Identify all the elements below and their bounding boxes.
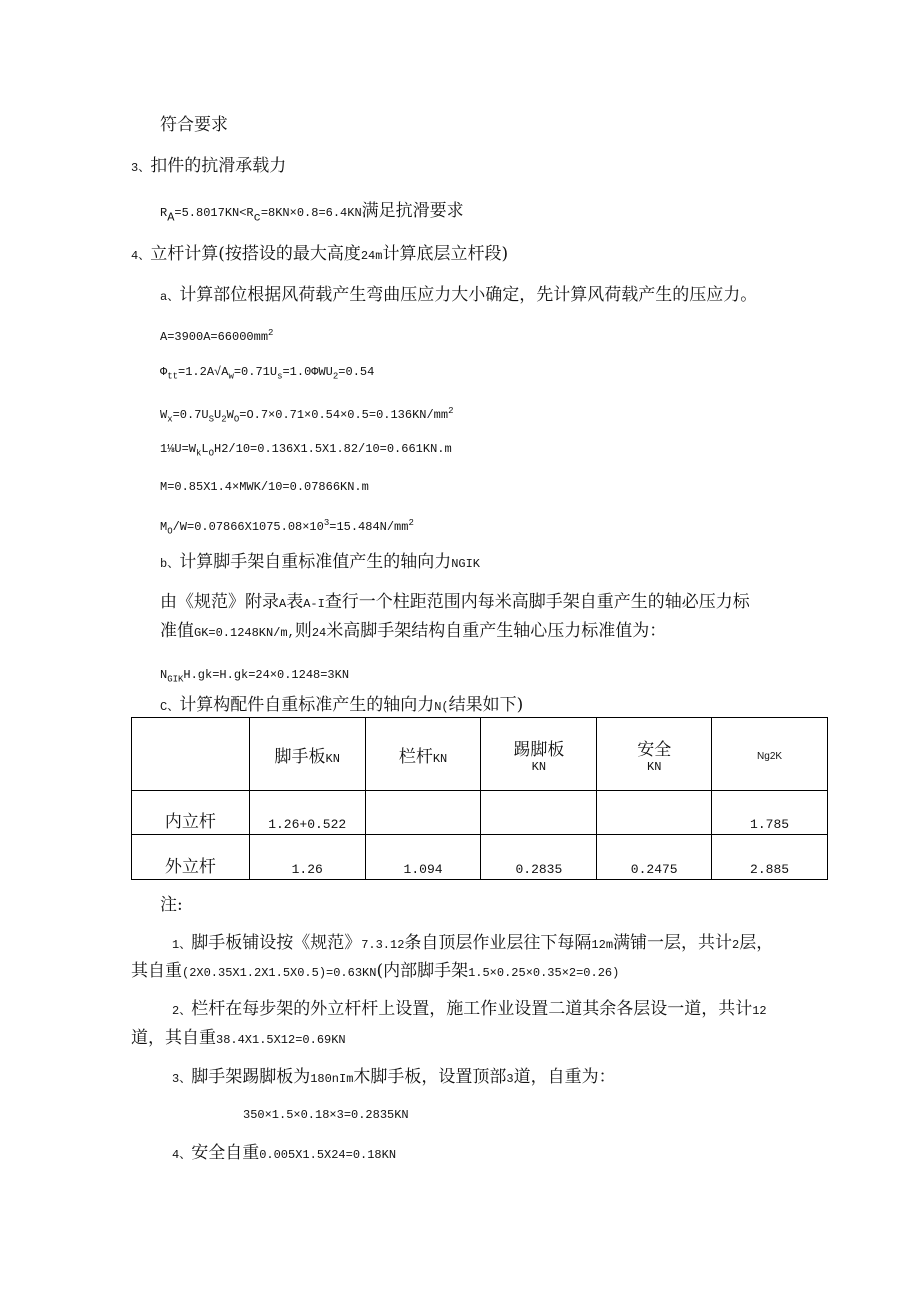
text: 其自重 — [131, 961, 182, 981]
formula-part: W — [226, 408, 234, 422]
header-label: 脚手板 — [274, 746, 326, 767]
text-line — [160, 620, 666, 644]
text: 米高脚手架结构自重产生轴心压力标准值为： — [326, 621, 667, 641]
header-unit: KN — [325, 751, 340, 766]
subscript: x — [167, 414, 173, 425]
table-cell: 1.785 — [712, 791, 828, 835]
formula-part: =0.54 — [338, 365, 375, 379]
table-header-row — [132, 718, 828, 791]
superscript: 2 — [448, 406, 454, 416]
text: 由《规范》附录 — [160, 592, 279, 612]
formula-part: =15.484N/mm — [329, 520, 409, 534]
text: 查行一个柱距范围内每米高脚手架自重产生的轴必压力标 — [324, 592, 750, 612]
superscript: 3 — [323, 518, 330, 528]
text: 结果如下) — [448, 695, 524, 715]
table-cell: 1.094 — [365, 835, 481, 880]
formula-part: R — [160, 206, 168, 220]
table-cell — [365, 791, 481, 835]
formula-part: =O.7×0.71×0.54×0.5=0.136KN/mm — [239, 408, 449, 422]
table-header-cell — [132, 718, 250, 791]
note-item — [172, 1142, 396, 1166]
note-item-continued — [131, 1027, 346, 1051]
subscript: O — [208, 448, 215, 459]
text: 脚手架踢脚板为 — [191, 1067, 311, 1087]
text: 道，自重为： — [513, 1067, 616, 1087]
table-header-cell — [365, 718, 481, 791]
formula-line — [160, 476, 369, 498]
subscript: O — [233, 414, 240, 425]
text: 2 — [732, 938, 740, 952]
formula-part: L — [201, 442, 209, 456]
text: 层， — [739, 933, 774, 953]
subscript: c — [253, 210, 261, 225]
text: (2X0.35X1.2X1.5X0.5)=0.63KN — [182, 966, 377, 980]
formula-part: M=0.85X1.4×MWK/10=0.07866KN.m — [160, 480, 369, 494]
text: GK=0.1248KN/m, — [194, 626, 295, 640]
section-title: 扣件的抗滑承载力 — [150, 156, 287, 176]
formula-part: Φ — [160, 365, 168, 379]
formula-line — [160, 664, 349, 690]
formula-part: N — [160, 668, 168, 682]
subscript: s — [277, 371, 283, 382]
text: NGIK — [451, 557, 481, 571]
text: 计算部位根据风荷载产生弯曲压应力大小确定，先计算风荷载产生的压应力。 — [179, 285, 758, 305]
subscript: 2 — [332, 371, 339, 382]
item-label: C、 — [160, 700, 180, 714]
formula-line — [160, 200, 464, 228]
text: A-I — [303, 597, 325, 611]
header-unit: KN — [531, 759, 547, 774]
text: 24m — [360, 249, 383, 263]
formula-part: H.gk=H.gk=24×0.1248=3KN — [183, 668, 350, 682]
text: 计算构配件自重标准产生的轴向力 — [179, 695, 435, 715]
text-line — [160, 591, 750, 615]
formula-part: =1.0ΦWU — [282, 365, 333, 379]
text: 0.005X1.5X24=0.18KN — [259, 1148, 397, 1162]
formula-part: M — [160, 520, 168, 534]
note-item-continued — [131, 960, 619, 984]
formula-part: 1⅛U=W — [160, 442, 197, 456]
note-number: 1、 — [172, 938, 192, 952]
subscript: S — [208, 414, 215, 425]
subscript: O — [167, 526, 173, 537]
text: 计算底层立杆段) — [382, 244, 509, 264]
table-cell: 2.885 — [712, 835, 828, 880]
note-item — [172, 998, 767, 1022]
item-label: a、 — [160, 290, 180, 304]
notes-title — [160, 894, 183, 916]
note-number: 3、 — [172, 1072, 192, 1086]
formula-part: =0.71U — [233, 365, 278, 379]
section-number: 3、 — [131, 161, 151, 175]
formula-line — [243, 1104, 409, 1126]
text: 满足抗滑要求 — [361, 201, 464, 221]
text: 满铺一层，共计 — [613, 933, 733, 953]
text: A — [279, 597, 287, 611]
subscript: k — [196, 448, 202, 459]
text-line — [160, 551, 480, 575]
header-unit: Ng2K — [757, 751, 783, 762]
table-cell: 0.2835 — [481, 835, 597, 880]
section-heading — [131, 155, 286, 179]
formula-part: =1.2A√A — [178, 365, 229, 379]
text: 计算脚手架自重标准值产生的轴向力 — [179, 552, 452, 572]
table-row — [132, 791, 828, 835]
table-cell — [597, 791, 712, 835]
note-number: 4、 — [172, 1148, 192, 1162]
formula-part: U — [214, 408, 222, 422]
text: 栏杆在每步架的外立杆杆上设置，施工作业设置二道其余各层设一道，共计 — [191, 999, 753, 1019]
formula-part: A=3900A=66000mm — [160, 330, 269, 344]
formula-part: =0.7U — [172, 408, 209, 422]
formula-line — [160, 400, 454, 430]
text: 木脚手板，设置顶部 — [353, 1067, 507, 1087]
formula-line — [160, 512, 414, 542]
superscript: 2 — [268, 328, 274, 338]
text: 12 — [752, 1004, 767, 1018]
subscript: A — [167, 210, 175, 225]
subscript: tt — [167, 371, 179, 382]
text: 1.5×0.25×0.35×2=0.26) — [468, 966, 620, 980]
table-cell: 1.26 — [249, 835, 365, 880]
text: 立杆计算(按搭设的最大高度 — [150, 244, 361, 264]
note-number: 2、 — [172, 1004, 192, 1018]
text: 道，其自重 — [131, 1028, 216, 1048]
text: 24 — [311, 626, 327, 640]
header-unit: KN — [432, 751, 448, 766]
table-header-cell — [597, 718, 712, 791]
table-cell — [481, 791, 597, 835]
table-cell: 0.2475 — [597, 835, 712, 880]
formula-part: W — [160, 408, 168, 422]
text: 3 — [506, 1072, 514, 1086]
row-label: 内立杆 — [164, 812, 216, 832]
text: 安全自重 — [191, 1143, 260, 1163]
text: N( — [434, 700, 449, 714]
text: (内部脚手架 — [376, 961, 469, 981]
header-label: 栏杆 — [398, 746, 433, 767]
table-row — [132, 835, 828, 880]
subscript: GIK — [167, 674, 184, 685]
text-line — [160, 284, 757, 308]
text-line — [160, 694, 523, 718]
note-item — [172, 1066, 616, 1090]
formula-part: 350×1.5×0.18×3=0.2835KN — [243, 1108, 409, 1122]
text: 注: — [160, 895, 183, 915]
formula-part: /W=0.07866X1075.08×10 — [172, 520, 324, 534]
header-unit: KN — [647, 759, 662, 774]
row-label-cell — [132, 835, 250, 880]
text-line — [160, 114, 228, 136]
header-label: 安全 — [637, 739, 672, 760]
section-heading — [131, 243, 508, 267]
formula-part: H2/10=0.136X1.5X1.82/10=0.661KN.m — [214, 442, 452, 456]
note-item — [172, 932, 773, 956]
text: 7.3.12 — [361, 938, 405, 952]
formula-line — [160, 322, 273, 348]
superscript: 2 — [408, 518, 414, 528]
table-header-cell — [712, 718, 828, 791]
table-cell: 1.26+0.522 — [249, 791, 365, 835]
text: 12m — [591, 938, 614, 952]
subscript: 2 — [221, 414, 227, 425]
text: 表 — [286, 592, 304, 612]
item-label: b、 — [160, 557, 180, 571]
text: 符合要求 — [160, 115, 228, 135]
text: 则 — [294, 621, 312, 641]
header-label: 踢脚板 — [513, 739, 565, 760]
row-label-cell — [132, 791, 250, 835]
row-label: 外立杆 — [164, 857, 216, 877]
text: 180nIm — [310, 1072, 354, 1086]
table-header-cell — [481, 718, 597, 791]
text: 条自顶层作业层往下每隔 — [404, 933, 592, 953]
text: 38.4X1.5X12=0.69KN — [216, 1033, 346, 1047]
text: 准值 — [160, 621, 194, 641]
section-number: 4、 — [131, 249, 151, 263]
formula-part: =8KN×0.8=6.4KN — [260, 206, 362, 220]
table-header-cell — [249, 718, 365, 791]
formula-part: =5.8017KN<R — [174, 206, 254, 220]
component-load-table — [131, 717, 828, 880]
subscript: w — [228, 371, 234, 382]
text: 脚手板铺设按《规范》 — [191, 933, 362, 953]
formula-line — [160, 361, 374, 387]
formula-line — [160, 438, 452, 464]
